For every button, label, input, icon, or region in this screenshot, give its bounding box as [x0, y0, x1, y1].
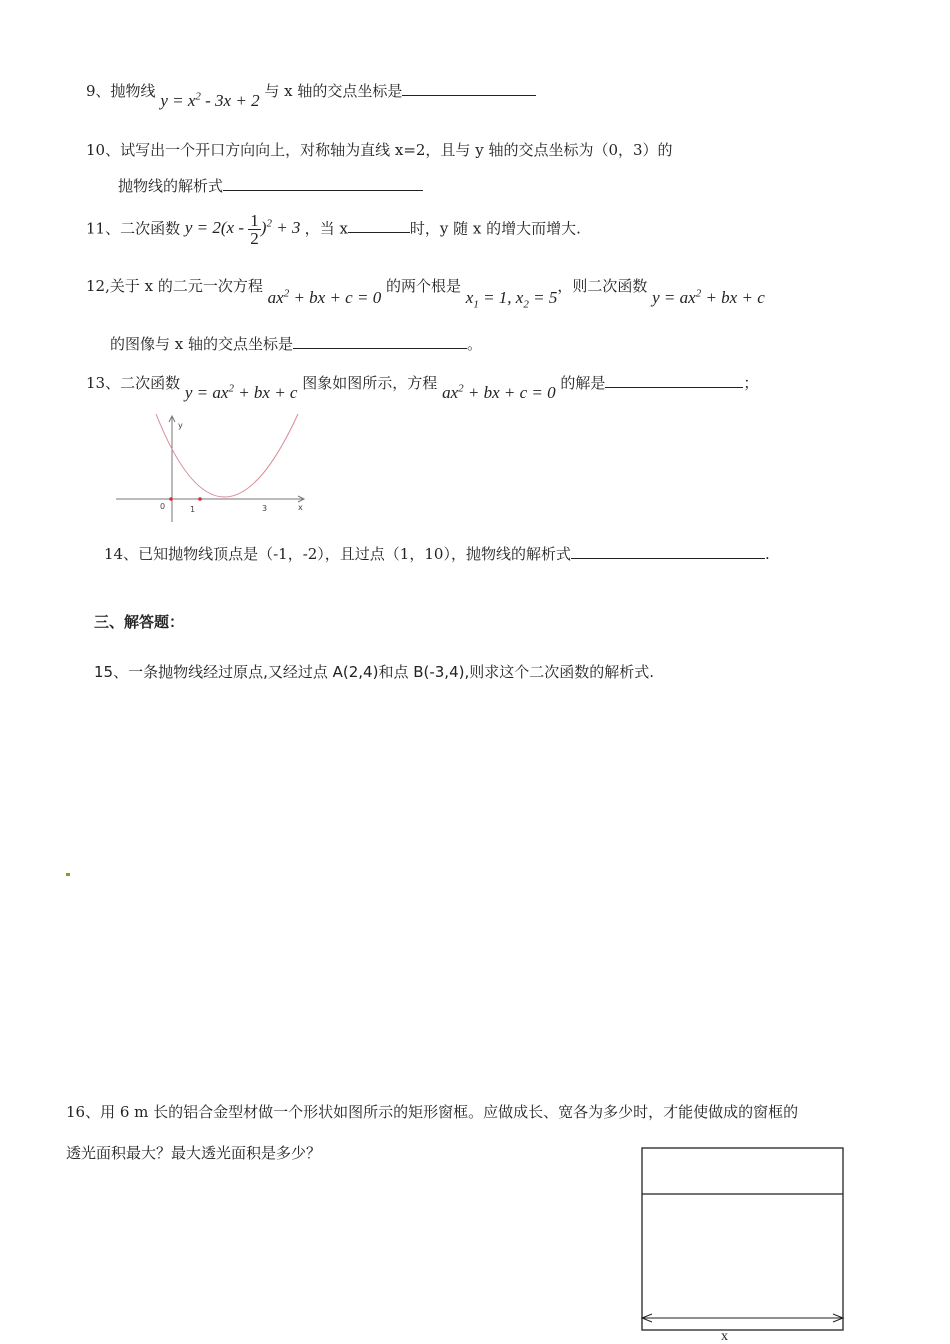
window-outer-frame: [642, 1148, 843, 1330]
q12-roots: $x_1 = 1$, $x_2 = 5$: [465, 288, 558, 311]
q9-suffix: 与 x 轴的交点坐标是: [264, 82, 403, 100]
q13-function: $y = ax^2$ + bx + c: [184, 382, 298, 402]
q12-answer-blank[interactable]: [293, 334, 467, 349]
q12-equation: $ax^2$ + bx + c = 0: [267, 287, 382, 307]
q11-formula: [184, 211, 305, 248]
q15-text: 15、一条抛物线经过原点,又经过点 A(2,4)和点 B(-3,4),则求这个二次函数的解析式.: [94, 663, 655, 681]
q12-mid: 的两个根是: [385, 277, 461, 295]
q12-line2: 的图像与 x 轴的交点坐标是: [110, 335, 293, 353]
graph-axes: [116, 416, 304, 522]
x-axis-label: x: [298, 503, 303, 512]
q13-mid: 图象如图所示，方程: [302, 374, 438, 392]
y-axis-label: y: [178, 421, 183, 430]
question-10-line2: [118, 175, 423, 196]
stray-mark: [66, 873, 70, 876]
q11-prefix: 11、二次函数: [86, 219, 181, 238]
q9-prefix: 9、抛物线: [86, 82, 156, 100]
q14-end: .: [764, 545, 770, 563]
q12-function: $y = ax^2$ + bx + c: [652, 287, 765, 307]
q11-formula-a: y = 2(x -: [184, 218, 245, 238]
tick-label-3: 3: [262, 504, 268, 513]
tick-label-1: 1: [190, 505, 196, 514]
question-12: [86, 275, 765, 311]
q16-line2: 透光面积最大？最大透光面积是多少？: [66, 1144, 322, 1162]
question-9: [86, 80, 536, 110]
q11-mid: ，当 x: [304, 219, 348, 238]
q11-frac-num: 1: [250, 211, 259, 230]
q14-answer-blank[interactable]: [571, 544, 765, 559]
q14-text: 14、已知抛物线顶点是（-1，-2），且过点（1，10），抛物线的解析式: [104, 545, 571, 563]
q11-formula-b: )$^2$ + 3: [260, 217, 301, 238]
origin-label: 0: [160, 502, 166, 511]
question-12-line2: [110, 333, 482, 354]
window-frame-diagram: [636, 1144, 850, 1344]
q13-end: ；: [743, 374, 759, 392]
q11-fraction: [248, 212, 261, 247]
q10-line1: 10、试写出一个开口方向向上，对称轴为直线 x=2，且与 y 轴的交点坐标为（0，3）的: [86, 141, 673, 159]
question-14: [104, 543, 770, 564]
q11-answer-blank[interactable]: [348, 218, 410, 233]
q10-answer-blank[interactable]: [223, 176, 423, 191]
question-13: [86, 372, 759, 402]
question-11: [86, 212, 581, 247]
q11-frac-den: 2: [250, 229, 259, 248]
q12-prefix: 12,关于 x 的二元一次方程: [86, 277, 263, 295]
q13-answer-blank[interactable]: [605, 373, 743, 388]
q13-prefix: 13、二次函数: [86, 374, 181, 392]
q12-mid2: ，则二次函数: [557, 277, 648, 295]
section-3-title: 三、解答题：: [94, 613, 185, 631]
q16-line1: 16、用 6 m 长的铝合金型材做一个形状如图所示的矩形窗框。应做成长、宽各为多少时，才能使做成的窗框的: [66, 1103, 799, 1121]
parabola-graph: [112, 410, 312, 525]
root-point-1: [198, 497, 202, 501]
window-width-label: x: [721, 1329, 728, 1344]
q13-equation: $ax^2$ + bx + c = 0: [442, 382, 556, 402]
q9-formula: $y = x^2 - 3x + 2$: [160, 90, 260, 110]
q13-suffix: 的解是: [560, 374, 606, 392]
root-point-0: [169, 497, 173, 501]
q10-line2: 抛物线的解析式: [118, 177, 224, 195]
q12-end: 。: [467, 335, 483, 353]
q11-suffix: 时，y 随 x 的增大而增大.: [409, 219, 581, 238]
q9-answer-blank[interactable]: [402, 81, 536, 96]
